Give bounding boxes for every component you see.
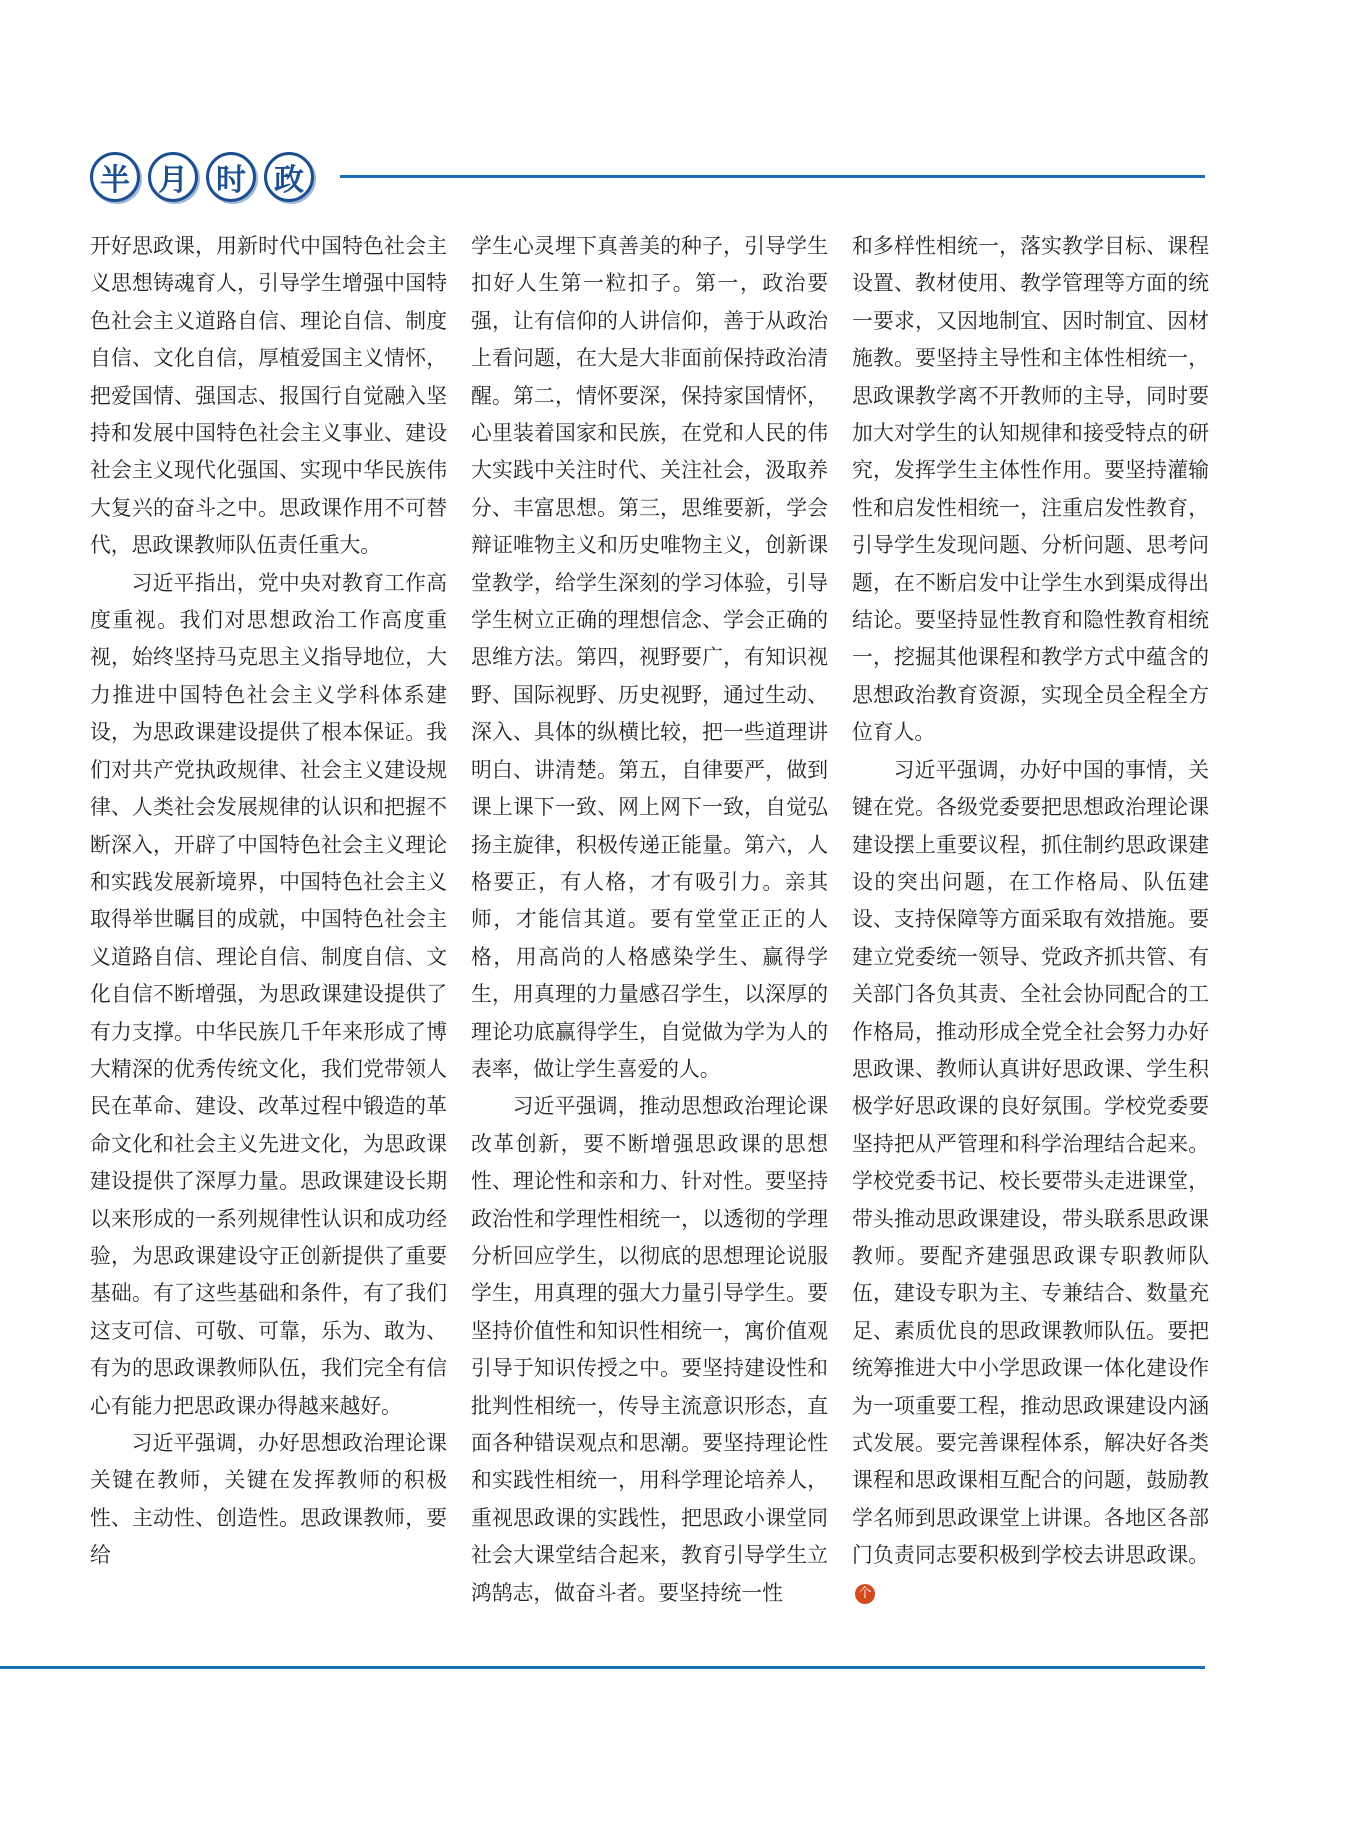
end-mark-icon: 个 (855, 1584, 875, 1604)
header-rule (340, 175, 1205, 178)
section-title-char: 时 (206, 152, 256, 202)
paragraph (852, 752, 1209, 1612)
text-column-3 (852, 228, 1209, 1612)
paragraph: 习近平强调，推动思想政治理论课改革创新，要不断增强思政课的思想性、理论性和亲和力、针对性。要坚持政治性和学理性相统一，以透彻的学理分析回应学生，以彻底的思想理论说服学生，用真理的强大力量引导学生。要坚持价值性和知识性相统一，寓价值观引导于知识传授之中。要坚持建设性和批判性相统一，传导主流意识形态，直面各种错误观点和思潮。要坚持理论性和实践性相统一，用科学理论培养人，重视思政课的实践性，把思政小课堂同社会大课堂结合起来，教育引导学生立鸿鹄志，做奋斗者。要坚持统一性 (471, 1094, 828, 1605)
text-column-2 (471, 228, 828, 1612)
section-title-char: 政 (264, 152, 314, 202)
paragraph-text: 习近平强调，办好中国的事情，关键在党。各级党委要把思想政治理论课建设摆上重要议程，抓住制约思政课建设的突出问题，在工作格局、队伍建设、支持保障等方面采取有效措施。要建立党委统一领导、党政齐抓共管、有关部门各负其责、全社会协同配合的工作格局，推动形成全党全社会努力办好思政课、教师认真讲好思政课、学生积极学好思政课的良好氛围。学校党委要坚持把从严管理和科学治理结合起来。学校党委书记、校长要带头走进课堂，带头推动思政课建设，带头联系思政课教师。要配齐建强思政课专职教师队伍，建设专职为主、专兼结合、数量充足、素质优良的思政课教师队伍。要把统筹推进大中小学思政课一体化建设作为一项重要工程，推动思政课建设内涵式发展。要完善课程体系，解决好各类课程和思政课相互配合的问题，鼓励教学名师到思政课堂上讲课。各地区各部门负责同志要积极到学校去讲思政课。 (852, 757, 1209, 1568)
section-title-char: 半 (90, 152, 140, 202)
paragraph: 开好思政课，用新时代中国特色社会主义思想铸魂育人，引导学生增强中国特色社会主义道路自信、理论自信、制度自信、文化自信，厚植爱国主义情怀，把爱国情、强国志、报国行自觉融入坚持和发展中国特色社会主义事业、建设社会主义现代化强国、实现中华民族伟大复兴的奋斗之中。思政课作用不可替代，思政课教师队伍责任重大。 (90, 234, 447, 558)
text-column-1 (90, 228, 447, 1575)
footer-rule (0, 1666, 1205, 1669)
paragraph: 和多样性相统一，落实教学目标、课程设置、教材使用、教学管理等方面的统一要求，又因地制宜、因时制宜、因材施教。要坚持主导性和主体性相统一，思政课教学离不开教师的主导，同时要加大对学生的认知规律和接受特点的研究，发挥学生主体性作用。要坚持灌输性和启发性相统一，注重启发性教育，引导学生发现问题、分析问题、思考问题，在不断启发中让学生水到渠成得出结论。要坚持显性教育和隐性教育相统一，挖掘其他课程和教学方式中蕴含的思想政治教育资源，实现全员全程全方位育人。 (852, 234, 1209, 745)
paragraph: 学生心灵埋下真善美的种子，引导学生扣好人生第一粒扣子。第一，政治要强，让有信仰的人讲信仰，善于从政治上看问题，在大是大非面前保持政治清醒。第二，情怀要深，保持家国情怀，心里装着国家和民族，在党和人民的伟大实践中关注时代、关注社会，汲取养分、丰富思想。第三，思维要新，学会辩证唯物主义和历史唯物主义，创新课堂教学，给学生深刻的学习体验，引导学生树立正确的理想信念、学会正确的思维方法。第四，视野要广，有知识视野、国际视野、历史视野，通过生动、深入、具体的纵横比较，把一些道理讲明白、讲清楚。第五，自律要严，做到课上课下一致、网上网下一致，自觉弘扬主旋律，积极传递正能量。第六，人格要正，有人格，才有吸引力。亲其师，才能信其道。要有堂堂正正的人格，用高尚的人格感染学生、赢得学生，用真理的力量感召学生，以深厚的理论功底赢得学生，自觉做为学为人的表率，做让学生喜爱的人。 (471, 234, 828, 1081)
section-title (90, 152, 314, 202)
paragraph: 习近平指出，党中央对教育工作高度重视。我们对思想政治工作高度重视，始终坚持马克思主义指导地位，大力推进中国特色社会主义学科体系建设，为思政课建设提供了根本保证。我们对共产党执政规律、社会主义建设规律、人类社会发展规律的认识和把握不断深入，开辟了中国特色社会主义理论和实践发展新境界，中国特色社会主义取得举世瞩目的成就，中国特色社会主义道路自信、理论自信、制度自信、文化自信不断增强，为思政课建设提供了有力支撑。中华民族几千年来形成了博大精深的优秀传统文化，我们党带领人民在革命、建设、改革过程中锻造的革命文化和社会主义先进文化，为思政课建设提供了深厚力量。思政课建设长期以来形成的一系列规律性认识和成功经验，为思政课建设守正创新提供了重要基础。有了这些基础和条件，有了我们这支可信、可敬、可靠，乐为、敢为、有为的思政课教师队伍，我们完全有信心有能力把思政课办得越来越好。 (90, 570, 447, 1418)
section-title-char: 月 (148, 152, 198, 202)
section-header (90, 152, 1205, 202)
paragraph: 习近平强调，办好思想政治理论课关键在教师，关键在发挥教师的积极性、主动性、创造性。思政课教师，要给 (90, 1431, 447, 1568)
